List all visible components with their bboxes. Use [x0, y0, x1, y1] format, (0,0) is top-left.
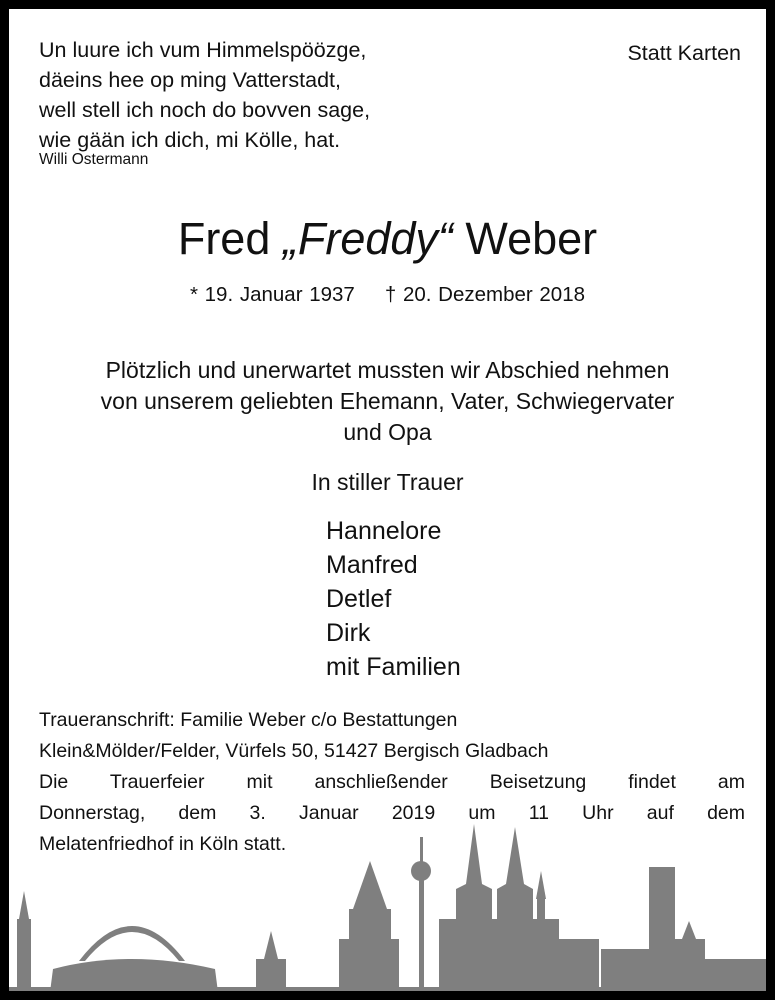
address-line: Klein&Mölder/Felder, Vürfels 50, 51427 Bergisch Gladbach — [39, 740, 549, 762]
address-line: Traueranschrift: Familie Weber c/o Bestattungen — [39, 709, 458, 731]
poem-line: däeins hee op ming Vatterstadt, — [39, 68, 341, 92]
poem-author: Willi Ostermann — [39, 151, 149, 168]
life-dates — [9, 283, 766, 307]
statt-karten-note: Statt Karten — [627, 41, 741, 65]
mourners-list — [326, 514, 461, 684]
poem-line: wie gään ich dich, mi Kölle, hat. — [39, 128, 341, 152]
deceased-name — [9, 213, 766, 265]
funeral-line: Donnerstag, dem 3. Januar 2019 um 11 Uhr auf dem — [39, 802, 745, 824]
poem — [39, 35, 370, 155]
message-line: von unserem geliebten Ehemann, Vater, Schwiegervater — [100, 388, 675, 414]
poem-line: well stell ich noch do bovven sage, — [39, 98, 371, 122]
funeral-line: Melatenfriedhof in Köln statt. — [39, 833, 287, 855]
message-line: Plötzlich und unerwartet mussten wir Abschied nehmen — [105, 357, 670, 383]
poem-line: Un luure ich vum Himmelspöözge, — [39, 38, 367, 62]
mourner: Dirk — [326, 619, 371, 647]
farewell-message — [9, 355, 766, 448]
mourner: Detlef — [326, 585, 392, 613]
nickname: „Freddy“ — [282, 213, 453, 264]
cologne-skyline-icon — [9, 809, 766, 1000]
mourner: mit Familien — [326, 653, 461, 681]
mourning-label: In stiller Trauer — [311, 469, 464, 495]
funeral-line: Die Trauerfeier mit anschließender Beisetzung findet am — [39, 771, 745, 793]
death-date: † 20. Dezember 2018 — [384, 283, 585, 306]
last-name: Weber — [465, 213, 598, 264]
birth-date: * 19. Januar 1937 — [189, 283, 355, 306]
message-line: und Opa — [343, 419, 432, 445]
mourner: Manfred — [326, 551, 418, 579]
mourner: Hannelore — [326, 517, 442, 545]
mourning-address — [39, 705, 548, 767]
first-name: Fred — [177, 213, 271, 264]
